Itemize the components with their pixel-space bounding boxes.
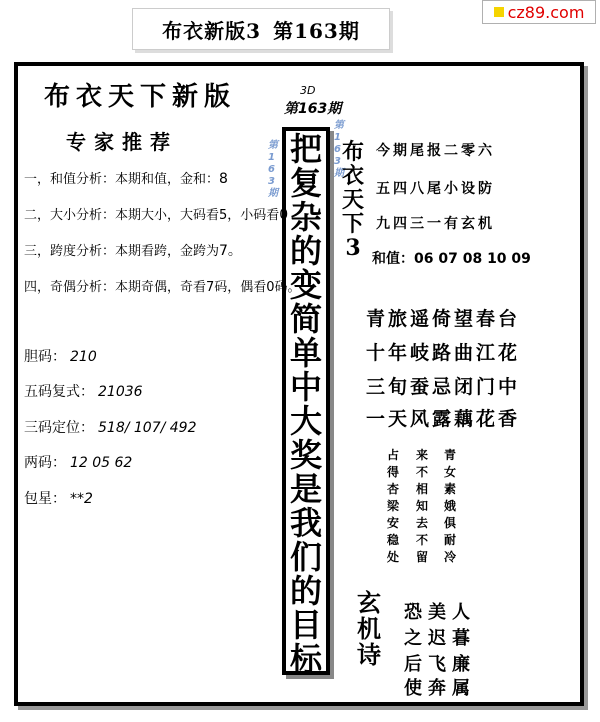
header-title: 布衣新版3 xyxy=(162,18,262,43)
small-poem-col-3: 青女素娥俱耐冷 xyxy=(443,448,456,564)
xuanji-line-2: 之迟暮 xyxy=(404,628,476,649)
pick-two-code: 两码： 12 05 62 xyxy=(24,455,133,471)
poem-line-1: 青旅遥倚望春台 xyxy=(366,308,521,330)
slogan-text: 把复杂的变简单中大奖是我们的目标 xyxy=(289,130,322,678)
pick-five-combo: 五码复式： 21036 xyxy=(24,384,143,400)
small-poem-col-1: 占得杏梁安稳处 xyxy=(386,448,399,564)
poem-line-2: 十年岐路曲江花 xyxy=(366,342,521,364)
section-title: 专家推荐 xyxy=(66,130,178,154)
analysis-size: 二，大小分析：本期大小，大码看5，小码看0 xyxy=(24,207,289,223)
header-issue: 第163期 xyxy=(273,18,360,43)
pick-three-position: 三码定位： 518/ 107/ 492 xyxy=(24,420,197,436)
vertical-brand: 布衣天下3 xyxy=(341,139,364,261)
side-issue-right: 第163期 xyxy=(334,120,344,179)
page-header xyxy=(132,8,390,50)
analysis-sum: 一，和值分析：本期和值，金和：8 xyxy=(24,171,228,187)
pick-dan: 胆码： 210 xyxy=(24,349,97,365)
small-poem-col-2: 来不相知去不留 xyxy=(415,448,428,564)
analysis-span: 三，跨度分析：本期看跨，金跨为7。 xyxy=(24,243,242,259)
sum-values: 和值：06 07 08 10 09 xyxy=(372,251,531,267)
watermark-text: cz89.com xyxy=(507,2,585,22)
xuanji-title: 玄机诗 xyxy=(357,588,381,669)
tip-line-3: 九四三一有玄机 xyxy=(376,216,495,232)
xuanji-line-3: 后飞廉 xyxy=(404,654,476,675)
side-issue-left: 第163期 xyxy=(268,140,278,199)
xuanji-line-4: 使奔属 xyxy=(404,678,476,699)
analysis-odd-even: 四，奇偶分析：本期奇偶，奇看7码，偶看0码。 xyxy=(24,280,301,295)
tip-line-1: 今期尾报二零六 xyxy=(376,143,495,159)
issue-3d: 3D xyxy=(300,84,316,97)
pick-star: 包星： **2 xyxy=(24,491,93,507)
poem-line-4: 一天风露藕花香 xyxy=(366,408,521,430)
brand-title: 布衣天下新版 xyxy=(44,82,237,112)
issue-number: 第163期 xyxy=(284,101,342,117)
poem-line-3: 三旬蚕忌闭门中 xyxy=(366,376,521,398)
xuanji-line-1: 恐美人 xyxy=(404,602,476,623)
tip-line-2: 五四八尾小设防 xyxy=(376,181,495,197)
square-icon xyxy=(494,7,504,17)
site-watermark[interactable] xyxy=(482,0,596,24)
